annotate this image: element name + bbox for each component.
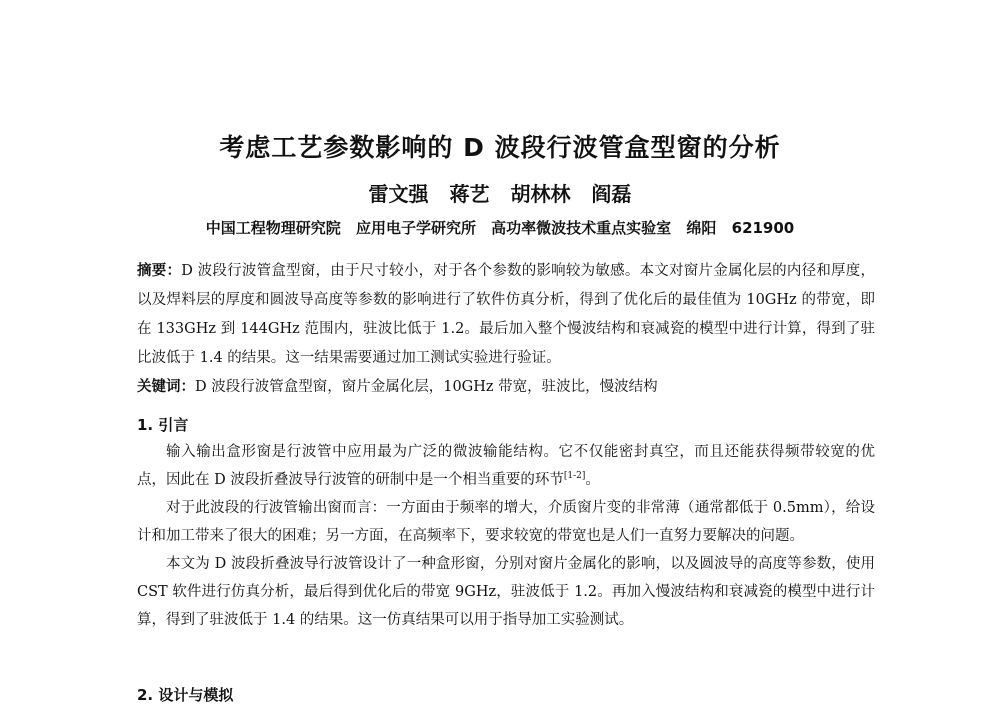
- abstract-text: D 波段行波管盒型窗，由于尺寸较小，对于各个参数的影响较为敏感。本文对窗片金属化层的内径和厚度，以及焊料层的厚度和圆波导高度等参数的影响进行了软件仿真分析，得到了优化后的最佳值为 10GHz 的带宽，即在 133GHz 到 144GHz 范围内，驻波比低于 1.2。最后加入整个慢波结构和衰减瓷的模型中进行计算，得到了驻比波低于 1.4 的结果。这一结果需要通过加工测试实验进行验证。: [137, 263, 876, 366]
- keywords-text: D 波段行波管盒型窗，窗片金属化层，10GHz 带宽，驻波比，慢波结构: [195, 379, 658, 395]
- affiliation: 中国工程物理研究院 应用电子学研究所 高功率微波技术重点实验室 绵阳 621900: [205, 219, 795, 237]
- abstract-label: 摘要：: [137, 263, 182, 279]
- abstract-block: [137, 257, 875, 373]
- section-heading-introduction: 1. 引言: [137, 416, 189, 434]
- keywords-label: 关键词：: [137, 379, 195, 395]
- intro-paragraph-2: 对于此波段的行波管输出窗而言：一方面由于频率的增大，介质窗片变的非常薄（通常都低于 0.5mm），给设计和加工带来了很大的困难；另一方面，在高频率下，要求较宽的带宽也是人们一直努力要解决的问题。: [137, 500, 875, 544]
- introduction-body: [137, 438, 875, 634]
- section-heading-design: 2. 设计与模拟: [137, 686, 234, 704]
- intro-paragraph-1: [137, 438, 875, 494]
- paper-title: 考虑工艺参数影响的 D 波段行波管盒型窗的分析: [219, 133, 781, 162]
- keywords-block: [137, 373, 875, 402]
- intro-paragraph-1-text: 输入输出盒形窗是行波管中应用最为广泛的微波输能结构。它不仅能密封真空，而且还能获得频带较宽的优点，因此在 D 波段折叠波导行波管的研制中是一个相当重要的环节: [137, 444, 875, 488]
- intro-paragraph-1-end: 。: [585, 472, 600, 488]
- citation-reference[interactable]: [1-2]: [563, 471, 586, 482]
- author-list: 雷文强 蒋艺 胡林林 阎磊: [368, 182, 632, 206]
- intro-paragraph-3: 本文为 D 波段折叠波导行波管设计了一种盒形窗，分别对窗片金属化的影响，以及圆波导的高度等参数，使用 CST 软件进行仿真分析，最后得到优化后的带宽 9GHz，驻波低于 1.2。再加入慢波结构和衰减瓷的模型中进行计算，得到了驻波低于 1.4 的结果。这一仿真结果可以用于指导加工实验测试。: [137, 556, 875, 628]
